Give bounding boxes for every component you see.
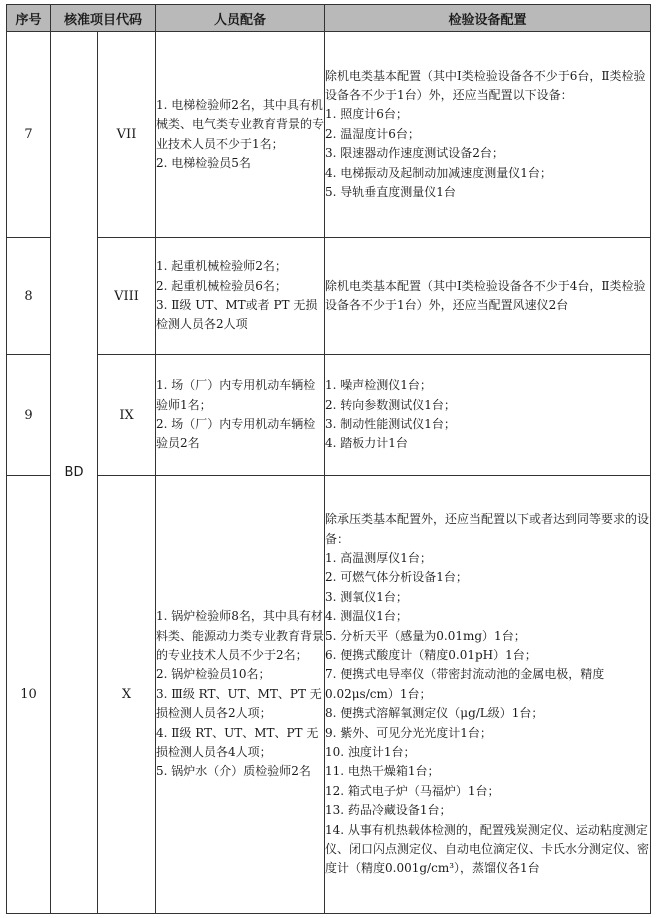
staffing-item: 1. 锅炉检验师8名，其中具有材料类、能源动力类专业教育背景的专业技术人员不少于2名； bbox=[156, 609, 325, 662]
equipment-item: 8. 便携式溶解氧测定仪（μg/L级）1台； bbox=[325, 706, 544, 721]
inspection-config-table bbox=[6, 4, 651, 914]
group-code-cell: BD bbox=[51, 32, 98, 914]
equipment-item: 13. 药品冷藏设备1台； bbox=[325, 803, 452, 818]
equipment-item: 3. 测氧仪1台； bbox=[325, 589, 408, 604]
equipment-cell bbox=[325, 238, 651, 355]
equipment-item: 5. 导轨垂直度测量仪1台 bbox=[325, 185, 456, 200]
equipment-cell bbox=[325, 476, 651, 914]
table-body bbox=[7, 32, 651, 914]
equipment-item: 1. 高温测厚仪1台； bbox=[325, 550, 432, 565]
header-approval-code: 核准项目代码 bbox=[51, 5, 156, 32]
equipment-item: 11. 电热干燥箱1台； bbox=[325, 764, 440, 779]
row-serial-number: 10 bbox=[7, 476, 51, 914]
header-staffing: 人员配备 bbox=[156, 5, 325, 32]
table-row bbox=[7, 32, 651, 238]
staffing-item: 4. Ⅱ级 RT、UT、MT、PT 无损检测人员各4人项； bbox=[156, 725, 319, 760]
row-project-code: VIII bbox=[98, 238, 156, 355]
staffing-item: 2. 电梯检验员5名 bbox=[156, 155, 251, 170]
equipment-item: 7. 便携式电导率仪（带密封流动池的金属电极，精度0.02μs/cm）1台； bbox=[325, 667, 605, 701]
equipment-item: 1. 照度计6台； bbox=[325, 107, 408, 122]
equipment-item: 10. 浊度计1台； bbox=[325, 745, 416, 760]
equipment-item: 14. 从事有机热载体检测的，配置残炭测定仪、运动粘度测定仪、闭口闪点测定仪、自动电位滴定仪、卡氏水分测定仪、密度计（精度0.001g/cm³），蒸馏仪各1台 bbox=[325, 822, 650, 876]
equipment-item: 除机电类基本配置（其中Ⅰ类检验设备各不少于6台，Ⅱ类检验设备各不少于1台）外，还应当配置以下设备： bbox=[325, 68, 646, 102]
staffing-cell bbox=[156, 476, 325, 914]
staffing-cell bbox=[156, 355, 325, 476]
row-project-code: VII bbox=[98, 32, 156, 238]
equipment-item: 5. 分析天平（感量为0.01mg）1台； bbox=[325, 628, 526, 643]
staffing-item: 2. 起重机械检验员6名； bbox=[156, 278, 287, 293]
table-row bbox=[7, 238, 651, 355]
equipment-item: 4. 电梯振动及起制动加减速度测量仪1台； bbox=[325, 165, 552, 180]
staffing-item: 3. Ⅲ级 RT、UT、MT、PT 无损检测人员各2人项； bbox=[156, 686, 322, 721]
table-header-row bbox=[7, 5, 651, 32]
equipment-item: 除承压类基本配置外，还应当配置以下或者达到同等要求的设备： bbox=[325, 512, 650, 546]
equipment-cell bbox=[325, 32, 651, 238]
header-equipment: 检验设备配置 bbox=[325, 5, 651, 32]
staffing-item: 1. 电梯检验师2名，其中具有机械类、电气类专业教育背景的专业技术人员不少于1名； bbox=[156, 97, 325, 151]
equipment-item: 2. 转向参数测试仪1台； bbox=[325, 397, 456, 412]
equipment-item: 4. 踏板力计1台 bbox=[325, 436, 408, 451]
equipment-item: 2. 可燃气体分析设备1台； bbox=[325, 570, 468, 585]
table-row bbox=[7, 355, 651, 476]
staffing-item: 1. 起重机械检验师2名； bbox=[156, 259, 287, 274]
row-project-code: X bbox=[98, 476, 156, 914]
row-project-code: IX bbox=[98, 355, 156, 476]
row-serial-number: 7 bbox=[7, 32, 51, 238]
staffing-item: 2. 锅炉检验员10名； bbox=[156, 667, 271, 682]
staffing-cell bbox=[156, 238, 325, 355]
staffing-item: 2. 场（厂）内专用机动车辆检验员2名 bbox=[156, 417, 316, 451]
equipment-item: 4. 测温仪1台； bbox=[325, 609, 408, 624]
equipment-item: 6. 便携式酸度计（精度0.01pH）1台； bbox=[325, 647, 537, 662]
equipment-item: 2. 温湿度计6台； bbox=[325, 126, 420, 141]
staffing-item: 3. Ⅱ级 UT、MT或者 PT 无损检测人员各2人项 bbox=[156, 298, 318, 332]
equipment-item: 9. 紫外、可见分光光度计1台； bbox=[325, 725, 492, 740]
staffing-item: 5. 锅炉水（介）质检验师2名 bbox=[156, 764, 311, 779]
staffing-cell bbox=[156, 32, 325, 238]
staffing-item: 1. 场（厂）内专用机动车辆检验师1名； bbox=[156, 378, 316, 412]
row-serial-number: 8 bbox=[7, 238, 51, 355]
table-row bbox=[7, 476, 651, 914]
equipment-item: 1. 噪声检测仪1台； bbox=[325, 378, 432, 393]
equipment-item: 3. 限速器动作速度测试设备2台； bbox=[325, 146, 504, 161]
equipment-item: 3. 制动性能测试仪1台； bbox=[325, 417, 456, 431]
equipment-item: 除机电类基本配置（其中Ⅰ类检验设备各不少于4台，Ⅱ类检验设备各不少于1台）外，还应当配置风速仪2台 bbox=[325, 278, 646, 312]
equipment-item: 12. 箱式电子炉（马福炉）1台； bbox=[325, 783, 500, 798]
row-serial-number: 9 bbox=[7, 355, 51, 476]
header-serial: 序号 bbox=[7, 5, 51, 32]
equipment-cell bbox=[325, 355, 651, 476]
